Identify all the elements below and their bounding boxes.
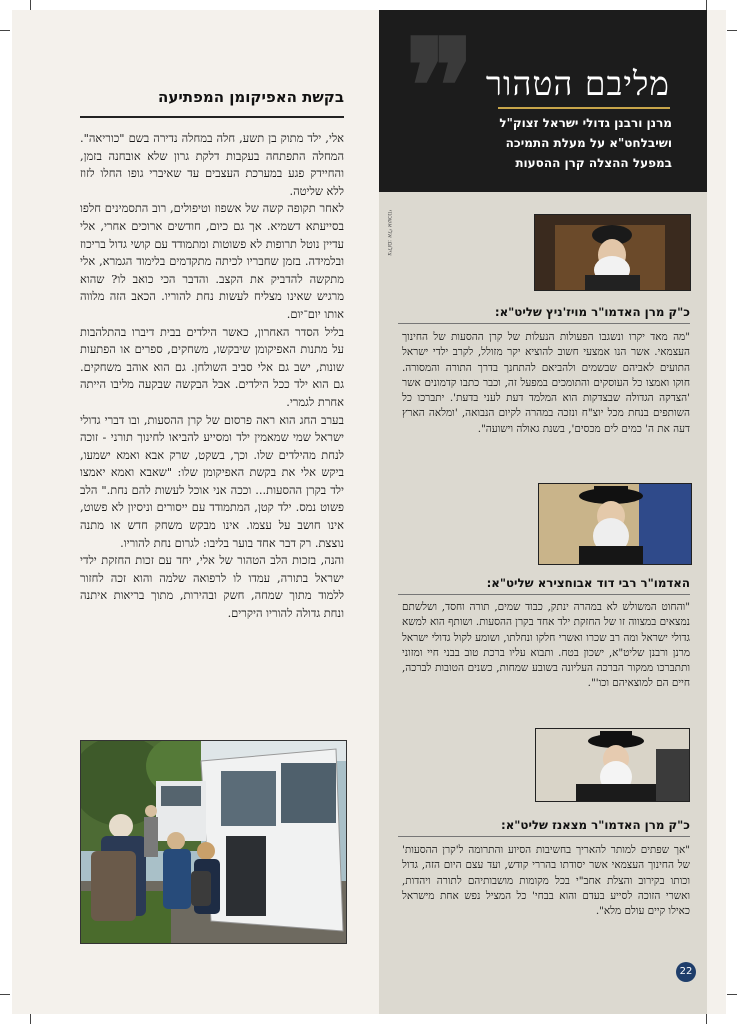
crop-mark	[727, 994, 737, 995]
rabbi-quote: "מה מאד יקרו ונשגבו הפעולות הנעלות של קרן ההסעות של החינוך העצמאי. אשר הנו אמצעי חשוב להוציא יקר מזולל, לקרב ילדי ישראל התועים לאביהם שבשמים ולהביאם להתחנך בדרך התורה והמסורה. חוקו ואמצו כל העוסקים והתומכים במפעל זה, וכבר כתבו קדמונים אשר 'הצדקה הגדולה שבצדקות הוא המלמד דעת לעני בדעת'. יתברכו כל השותפים בנחת מכל יוצ"ח ונזכה במהרה לקיום הנבואה, 'ומלאה הארץ דעה את ה' כמים לים מכסים', בשנת גאולה וישועה".	[402, 331, 690, 435]
article-title: בקשת האפיקומן המפתיעה	[158, 88, 344, 106]
header-subtitle	[410, 113, 672, 173]
crop-mark	[30, 1014, 31, 1024]
name-divider	[398, 594, 690, 595]
crop-mark	[706, 0, 707, 10]
title-divider	[80, 116, 344, 118]
children-boarding-bus-photo	[80, 740, 347, 944]
header-title: מליבם הטהור	[485, 64, 670, 103]
quotation-mark-icon: ❞	[405, 10, 475, 163]
rabbi-name: כ"ק מרן האדמו"ר מצאנז שליט"א:	[500, 818, 690, 832]
article-paragraph: בליל הסדר האחרון, כאשר הילדים בבית דיברו בהתלהבות על מתנות האפיקומן שיבקשו, משחקים, ספרים או הפתעות שונות, ישב גם אלי סביב השולחן. גם הוא אוהב משחקים. גם הוא ילד ככל הילדים. אבל הבקשה שבקעה מליבו הייתה אחרת לגמרי.	[80, 324, 344, 409]
article-paragraph: לאחר תקופה קשה של אשפוז וטיפולים, רוב התסמינים חלפו בסייעתא דשמיא. אך גם כיום, חודשים ארוכים אחרי, אלי עדיין נוטל תרופות לא פשוטות ומתמודד עם קושי גדול בריכוז ובלמידה. בזמן שחבריו לכיתה מתקדמים בלימוד הגמרא, אלי מתקשה להדביק את הקצב. והדבר הכי כואב לו? שהוא מרגיש שאינו מצליח לעשות נחת להוריו. הכאב הזה מלווה אותו יום־יום.	[80, 201, 344, 321]
crop-mark	[0, 994, 10, 995]
crop-mark	[706, 1014, 707, 1024]
rabbi-portrait-3	[535, 728, 690, 802]
rabbi-name: כ"ק מרן האדמו"ר מויז'ניץ שליט"א:	[494, 305, 690, 319]
rabbi-name: האדמו"ר רבי דוד אבוחצירא שליט"א:	[486, 576, 690, 590]
rabbi-quote: "והחוט המשולש לא במהרה ינתק, כבוד שמים, תורה וחסד, ושלשתם נמצאים במצווה זו של החזקת ילד אחד בקרן ההסעות. ושותף הוא למשא גדולי ישראל ומה רב שכרו ואשרי חלקו ונחלתו, ושומע לקול גדולי ישראל מרנן ורבנן שליט"א, ישכון בטח. ותבוא עליו ברכת טוב בבני חיי ומזוני ותתברכו ממקור הברכה העליונה בשובע שמחות, כשנים הטובות לברכה, חיים הם למוצאיהם וכו'".	[402, 601, 690, 690]
article-paragraph: אלי, ילד מתוק בן תשע, חלה במחלה נדירה בשם "כוריאה". המחלה התפתחה בעקבות דלקת גרון שלא אובחנה בזמן, והחיידק פגע במערכת העצבים עד שאיברי גופו החלו לזוז ללא שליטה.	[80, 131, 344, 198]
page-number: 22	[676, 962, 696, 982]
header-subtitle-line: ושיבלחט"א על מעלת התמיכה	[505, 136, 672, 150]
rabbi-portrait-1	[534, 214, 691, 291]
crop-mark	[727, 30, 737, 31]
article-paragraph: בערב החג הוא ראה פרסום של קרן ההסעות, ובו דברי גדולי ישראל שמי שמאמין ילד ומסייע להביאו לחינוך תורני - זוכה לנחת מהילדים שלו. וכך, בשקט, שרק אבא ואמא ישמעו, ביקש אלי את בקשת האפיקומן שלו: "שאבא ואמא יאמצו ילד בקרן ההסעות... וככה אני אוכל לעשות להם נחת." הלב פשוט נמס. ילד קטן, המתמודד עם ייסורים וניסיון לא פשוט, אינו חושב על עצמו. אינו מבקש משחק חדש או מתנה נוצצת. רק דבר אחד בוער בליבו: לגרום נחת להוריו.	[80, 412, 344, 550]
header-subtitle-line: במפעל ההצלה קרן ההסעות	[515, 156, 672, 170]
name-divider	[398, 836, 690, 837]
rabbi-portrait-2	[538, 483, 692, 565]
crop-mark	[30, 0, 31, 10]
crop-mark	[0, 30, 10, 31]
rabbi-quote: "אך שפתים למותר להאריך בחשיבות הסיוע והתרומה ל'קרן ההסעות' של החינוך העצמאי אשר יסודתו בהררי קודש, ועד עצם היום הזה, גדול וכותו בקירוב והצלת אחב"י בכל מקומות מושבותיהם לתורה ויהדות, ואשרי הזוכה לסייע בעדם והוא בבחי' כל המציל נפש אחת מישראל כאילו קיים עולם מלא".	[402, 844, 690, 918]
header-divider	[498, 107, 670, 109]
article-paragraph: והנה, בזכות הלב הטהור של אלי, יחד עם זכות החזקת ילדי ישראל בתורה, עמדו לו לרפואה שלמה והוא זכה לחזור ללמוד מתוך שמחה, חשק ובהירות, מתוך בריאות איתנה ונחת גדולה להוריו היקרים.	[80, 553, 344, 621]
header-subtitle-line: מרנן ורבנן גדולי ישראל זצוק"ל	[499, 116, 672, 130]
photo-credit: צילום: אלי אשכנזי	[386, 210, 393, 256]
article-body	[80, 130, 344, 623]
name-divider	[398, 323, 690, 324]
